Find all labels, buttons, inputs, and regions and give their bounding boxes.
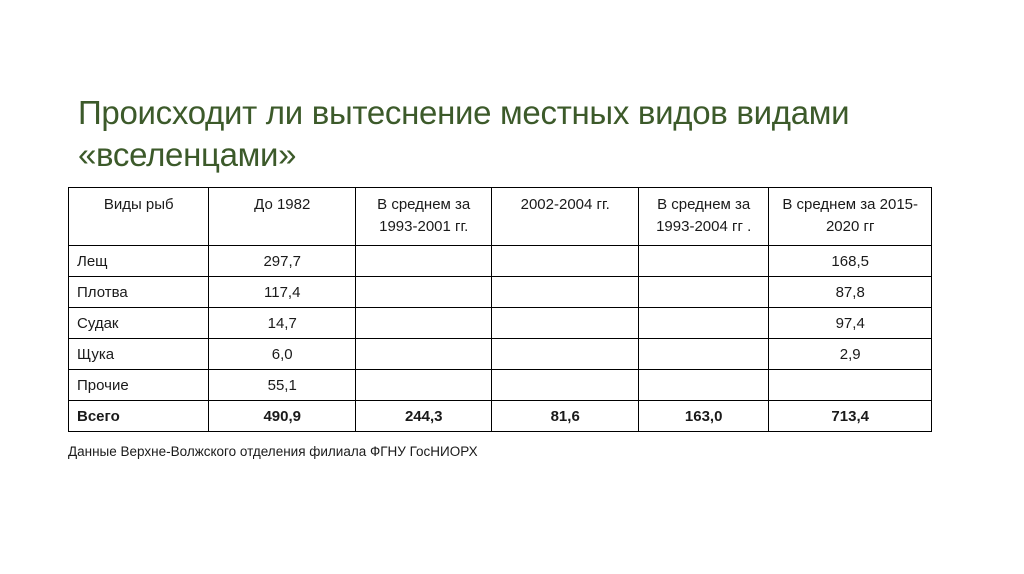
header-avg-1993-2001: В среднем за 1993-2001 гг. bbox=[355, 188, 491, 246]
table-row bbox=[69, 370, 932, 401]
cell-value bbox=[638, 339, 768, 370]
cell-value bbox=[638, 246, 768, 277]
slide-title: Происходит ли вытеснение местных видов видами «вселенцами» bbox=[78, 94, 850, 173]
table-row bbox=[69, 308, 932, 339]
table-total-row bbox=[69, 401, 932, 432]
cell-value bbox=[492, 370, 639, 401]
cell-value bbox=[355, 277, 491, 308]
table-row bbox=[69, 246, 932, 277]
table-header-row bbox=[69, 188, 932, 246]
cell-value: 168,5 bbox=[769, 246, 932, 277]
cell-species: Щука bbox=[69, 339, 209, 370]
cell-species: Прочие bbox=[69, 370, 209, 401]
cell-value bbox=[492, 277, 639, 308]
cell-value bbox=[769, 370, 932, 401]
cell-total-value: 81,6 bbox=[492, 401, 639, 432]
cell-value: 297,7 bbox=[209, 246, 356, 277]
cell-value: 87,8 bbox=[769, 277, 932, 308]
cell-value bbox=[355, 370, 491, 401]
cell-species: Судак bbox=[69, 308, 209, 339]
cell-value bbox=[492, 246, 639, 277]
cell-species: Плотва bbox=[69, 277, 209, 308]
cell-value bbox=[355, 246, 491, 277]
source-note: Данные Верхне-Волжского отделения филиала ФГНУ ГосНИОРХ bbox=[68, 444, 478, 459]
cell-total-value: 163,0 bbox=[638, 401, 768, 432]
cell-total-value: 244,3 bbox=[355, 401, 491, 432]
table-row bbox=[69, 277, 932, 308]
header-avg-1993-2004: В среднем за 1993-2004 гг . bbox=[638, 188, 768, 246]
header-species: Виды рыб bbox=[69, 188, 209, 246]
cell-value bbox=[492, 308, 639, 339]
cell-value: 6,0 bbox=[209, 339, 356, 370]
table-row bbox=[69, 339, 932, 370]
cell-value: 117,4 bbox=[209, 277, 356, 308]
cell-value bbox=[638, 277, 768, 308]
cell-value bbox=[638, 308, 768, 339]
cell-value bbox=[638, 370, 768, 401]
cell-value bbox=[355, 308, 491, 339]
header-2002-2004: 2002-2004 гг. bbox=[492, 188, 639, 246]
cell-total-label: Всего bbox=[69, 401, 209, 432]
cell-value bbox=[492, 339, 639, 370]
cell-total-value: 490,9 bbox=[209, 401, 356, 432]
header-avg-2015-2020: В среднем за 2015-2020 гг bbox=[769, 188, 932, 246]
fish-species-table bbox=[68, 187, 932, 432]
cell-species: Лещ bbox=[69, 246, 209, 277]
cell-value: 14,7 bbox=[209, 308, 356, 339]
cell-value bbox=[355, 339, 491, 370]
header-before-1982: До 1982 bbox=[209, 188, 356, 246]
cell-value: 97,4 bbox=[769, 308, 932, 339]
cell-value: 55,1 bbox=[209, 370, 356, 401]
cell-value: 2,9 bbox=[769, 339, 932, 370]
cell-total-value: 713,4 bbox=[769, 401, 932, 432]
